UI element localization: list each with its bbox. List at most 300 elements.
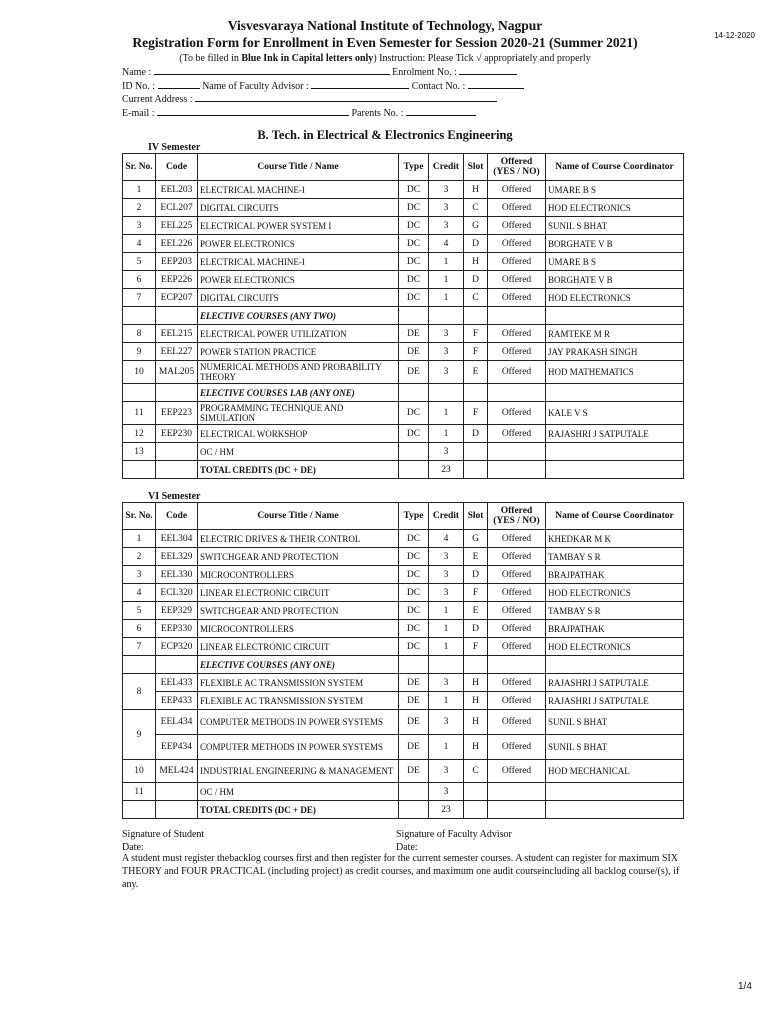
offered-status: Offered: [488, 566, 546, 584]
student-signature: Signature of Student: [122, 829, 205, 840]
course-type: DC: [399, 217, 429, 235]
sr-no: 11: [123, 402, 156, 425]
col-slot: Slot: [464, 503, 488, 530]
course-code: EEL203: [156, 181, 198, 199]
course-credit: 3: [429, 674, 464, 692]
course-code: EEL215: [156, 325, 198, 343]
course-credit: 3: [429, 361, 464, 384]
empty-cell: [156, 656, 198, 674]
empty-cell: [464, 384, 488, 402]
table-row: [123, 584, 684, 602]
course-type: DE: [399, 760, 429, 783]
table-row: [123, 253, 684, 271]
course-type: [399, 443, 429, 461]
empty-cell: [429, 384, 464, 402]
course-coordinator: HOD ELECTRONICS: [546, 584, 684, 602]
col-offered: Offered (YES / NO): [488, 503, 546, 530]
col-code: Code: [156, 503, 198, 530]
course-slot: D: [464, 566, 488, 584]
table-row: [123, 735, 684, 760]
contact-label: Contact No. :: [411, 80, 466, 92]
course-type: DE: [399, 692, 429, 710]
section-row: [123, 307, 684, 325]
id-field[interactable]: [158, 80, 200, 89]
course-title: POWER ELECTRONICS: [198, 271, 399, 289]
offered-status: Offered: [488, 674, 546, 692]
course-slot: H: [464, 710, 488, 735]
course-code: ECP207: [156, 289, 198, 307]
course-slot: H: [464, 692, 488, 710]
advisor-signature: Signature of Faculty Advisor: [396, 829, 512, 840]
sr-no: 4: [123, 235, 156, 253]
course-coordinator: SUNIL S BHAT: [546, 217, 684, 235]
empty-cell: [156, 307, 198, 325]
course-credit: 3: [429, 325, 464, 343]
course-credit: 1: [429, 289, 464, 307]
sr-no: 13: [123, 443, 156, 461]
table-row: [123, 217, 684, 235]
course-title: OC / HM: [198, 783, 399, 801]
table-row: [123, 325, 684, 343]
advisor-field[interactable]: [311, 80, 409, 89]
course-credit: 4: [429, 530, 464, 548]
sr-no: 6: [123, 271, 156, 289]
course-title: ELECTRICAL POWER SYSTEM I: [198, 217, 399, 235]
offered-status: Offered: [488, 692, 546, 710]
sr-no: 11: [123, 783, 156, 801]
course-title: PROGRAMMING TECHNIQUE AND SIMULATION: [198, 402, 399, 425]
section-row: [123, 656, 684, 674]
sr-no: 7: [123, 289, 156, 307]
empty-cell: [156, 801, 198, 819]
course-coordinator: SUNIL S BHAT: [546, 710, 684, 735]
offered-status: [488, 783, 546, 801]
table-row: [123, 289, 684, 307]
course-credit: 3: [429, 199, 464, 217]
course-title: LINEAR ELECTRONIC CIRCUIT: [198, 638, 399, 656]
course-slot: D: [464, 271, 488, 289]
empty-cell: [464, 461, 488, 479]
course-coordinator: [546, 783, 684, 801]
course-credit: 3: [429, 548, 464, 566]
course-slot: C: [464, 760, 488, 783]
offered-status: Offered: [488, 530, 546, 548]
sr-no: 6: [123, 620, 156, 638]
course-coordinator: BORGHATE V B: [546, 271, 684, 289]
course-slot: D: [464, 425, 488, 443]
course-title: COMPUTER METHODS IN POWER SYSTEMS: [198, 710, 399, 735]
advisor-label: Name of Faculty Advisor :: [202, 80, 309, 92]
course-type: DC: [399, 548, 429, 566]
course-type: DC: [399, 584, 429, 602]
course-code: EEL227: [156, 343, 198, 361]
empty-cell: [429, 307, 464, 325]
course-code: MEL424: [156, 760, 198, 783]
course-slot: G: [464, 217, 488, 235]
offered-status: Offered: [488, 584, 546, 602]
empty-cell: [156, 461, 198, 479]
empty-cell: [399, 461, 429, 479]
sr-no: 1: [123, 181, 156, 199]
instruction: (To be filled in Blue Ink in Capital letters only) Instruction: Please Tick √ appropriately and properly: [179, 53, 591, 64]
parents-field[interactable]: [406, 107, 476, 116]
table-row: [123, 199, 684, 217]
course-type: DC: [399, 402, 429, 425]
sr-no: 4: [123, 584, 156, 602]
course-code: MAL205: [156, 361, 198, 384]
empty-cell: [123, 307, 156, 325]
email-label: E-mail :: [122, 107, 155, 119]
empty-cell: [399, 384, 429, 402]
course-slot: F: [464, 343, 488, 361]
course-coordinator: HOD MECHANICAL: [546, 760, 684, 783]
course-code: EEL434: [156, 710, 198, 735]
table-row: [123, 548, 684, 566]
course-title: LINEAR ELECTRONIC CIRCUIT: [198, 584, 399, 602]
offered-status: Offered: [488, 271, 546, 289]
empty-cell: [429, 656, 464, 674]
course-title: POWER STATION PRACTICE: [198, 343, 399, 361]
course-coordinator: UMARE B S: [546, 181, 684, 199]
course-credit: 3: [429, 783, 464, 801]
course-type: DE: [399, 735, 429, 760]
course-credit: 1: [429, 425, 464, 443]
sr-no: 10: [123, 760, 156, 783]
course-title: MICROCONTROLLERS: [198, 620, 399, 638]
col-title: Course Title / Name: [198, 503, 399, 530]
course-type: DC: [399, 181, 429, 199]
course-slot: E: [464, 548, 488, 566]
offered-status: Offered: [488, 425, 546, 443]
empty-cell: [399, 801, 429, 819]
course-credit: 3: [429, 584, 464, 602]
course-title: COMPUTER METHODS IN POWER SYSTEMS: [198, 735, 399, 760]
course-credit: 3: [429, 566, 464, 584]
course-title: ELECTRICAL POWER UTILIZATION: [198, 325, 399, 343]
sr-no: 1: [123, 530, 156, 548]
offered-status: Offered: [488, 735, 546, 760]
section-heading: ELECTIVE COURSES (ANY ONE): [198, 656, 399, 674]
section-heading: ELECTIVE COURSES LAB (ANY ONE): [198, 384, 399, 402]
course-title: INDUSTRIAL ENGINEERING & MANAGEMENT: [198, 760, 399, 783]
course-type: DC: [399, 530, 429, 548]
course-code: EEL433: [156, 674, 198, 692]
course-code: EEL304: [156, 530, 198, 548]
offered-status: Offered: [488, 181, 546, 199]
table-row: [123, 361, 684, 384]
offered-status: Offered: [488, 602, 546, 620]
name-field[interactable]: [154, 66, 390, 75]
empty-cell: [546, 307, 684, 325]
parents-label: Parents No. :: [351, 107, 404, 119]
course-code: EEL225: [156, 217, 198, 235]
student-fields: [122, 66, 524, 120]
course-title: OC / HM: [198, 443, 399, 461]
table-row: [123, 620, 684, 638]
course-type: DC: [399, 235, 429, 253]
course-title: FLEXIBLE AC TRANSMISSION SYSTEM: [198, 674, 399, 692]
course-slot: C: [464, 289, 488, 307]
course-type: DC: [399, 199, 429, 217]
table-row: [123, 402, 684, 425]
course-credit: 1: [429, 253, 464, 271]
col-offered: Offered (YES / NO): [488, 154, 546, 181]
offered-status: Offered: [488, 235, 546, 253]
course-code: EEP223: [156, 402, 198, 425]
course-title: ELECTRICAL MACHINE-I: [198, 253, 399, 271]
offered-status: Offered: [488, 253, 546, 271]
offered-status: Offered: [488, 199, 546, 217]
table-header: [123, 154, 684, 181]
course-code: EEP330: [156, 620, 198, 638]
course-slot: D: [464, 235, 488, 253]
course-type: DE: [399, 343, 429, 361]
offered-status: Offered: [488, 361, 546, 384]
course-type: DE: [399, 361, 429, 384]
empty-cell: [464, 307, 488, 325]
offered-status: Offered: [488, 548, 546, 566]
course-code: EEL329: [156, 548, 198, 566]
table-row: [123, 760, 684, 783]
sr-no: 10: [123, 361, 156, 384]
section-row: [123, 384, 684, 402]
course-slot: F: [464, 638, 488, 656]
course-coordinator: [546, 443, 684, 461]
empty-cell: [399, 307, 429, 325]
course-credit: 3: [429, 181, 464, 199]
offered-status: [488, 443, 546, 461]
course-credit: 1: [429, 620, 464, 638]
course-type: DC: [399, 253, 429, 271]
course-type: DE: [399, 710, 429, 735]
col-title: Course Title / Name: [198, 154, 399, 181]
offered-status: Offered: [488, 402, 546, 425]
col-sr: Sr. No.: [123, 154, 156, 181]
form-title: Registration Form for Enrollment in Even Semester for Session 2020-21 (Summer 2021): [132, 35, 638, 50]
course-code: EEP226: [156, 271, 198, 289]
empty-cell: [488, 384, 546, 402]
course-coordinator: RAJASHRI J SATPUTALE: [546, 692, 684, 710]
col-credit: Credit: [429, 154, 464, 181]
col-sr: Sr. No.: [123, 503, 156, 530]
course-credit: 1: [429, 602, 464, 620]
course-slot: [464, 783, 488, 801]
empty-cell: [123, 656, 156, 674]
empty-cell: [399, 656, 429, 674]
empty-cell: [123, 384, 156, 402]
course-slot: H: [464, 253, 488, 271]
student-date: Date:: [122, 841, 144, 853]
course-code: EEP434: [156, 735, 198, 760]
table-row: [123, 674, 684, 692]
course-coordinator: RAJASHRI J SATPUTALE: [546, 674, 684, 692]
name-label: Name :: [122, 67, 152, 78]
sr-no: 2: [123, 199, 156, 217]
course-title: DIGITAL CIRCUITS: [198, 289, 399, 307]
section-heading: ELECTIVE COURSES (ANY TWO): [198, 307, 399, 325]
offered-status: Offered: [488, 343, 546, 361]
empty-cell: [123, 801, 156, 819]
empty-cell: [123, 461, 156, 479]
offered-status: Offered: [488, 217, 546, 235]
offered-status: Offered: [488, 760, 546, 783]
course-slot: H: [464, 181, 488, 199]
empty-cell: [488, 307, 546, 325]
sr-no: 3: [123, 217, 156, 235]
course-coordinator: BRAJPATHAK: [546, 566, 684, 584]
total-label: TOTAL CREDITS (DC + DE): [198, 801, 399, 819]
table-row: [123, 443, 684, 461]
col-coordinator: Name of Course Coordinator: [546, 503, 684, 530]
col-code: Code: [156, 154, 198, 181]
course-slot: E: [464, 602, 488, 620]
course-type: DE: [399, 325, 429, 343]
empty-cell: [464, 801, 488, 819]
table-row: [123, 638, 684, 656]
signature-block: [122, 829, 682, 854]
course-coordinator: TAMBAY S R: [546, 602, 684, 620]
course-title: NUMERICAL METHODS AND PROBABILITY THEORY: [198, 361, 399, 384]
course-credit: 3: [429, 760, 464, 783]
col-type: Type: [399, 154, 429, 181]
table-row: [123, 602, 684, 620]
empty-cell: [156, 384, 198, 402]
course-code: [156, 443, 198, 461]
course-coordinator: RAMTEKE M R: [546, 325, 684, 343]
table-row: [123, 343, 684, 361]
empty-cell: [488, 461, 546, 479]
page-number: 1/4: [738, 981, 752, 992]
total-label: TOTAL CREDITS (DC + DE): [198, 461, 399, 479]
course-title: ELECTRICAL WORKSHOP: [198, 425, 399, 443]
sr-no: 9: [123, 343, 156, 361]
course-credit: 1: [429, 692, 464, 710]
course-credit: 1: [429, 402, 464, 425]
empty-cell: [546, 384, 684, 402]
address-field[interactable]: [195, 93, 497, 102]
course-type: DC: [399, 566, 429, 584]
sr-no: 8: [123, 674, 156, 710]
sem6-label: VI Semester: [148, 491, 201, 502]
course-type: DC: [399, 271, 429, 289]
sr-no: 5: [123, 253, 156, 271]
sem4-course-table: [122, 153, 684, 479]
table-row: [123, 530, 684, 548]
sem4-label: IV Semester: [148, 142, 201, 153]
course-code: EEP329: [156, 602, 198, 620]
course-coordinator: UMARE B S: [546, 253, 684, 271]
empty-cell: [546, 461, 684, 479]
sr-no: 9: [123, 710, 156, 760]
empty-cell: [546, 656, 684, 674]
course-code: EEL330: [156, 566, 198, 584]
col-type: Type: [399, 503, 429, 530]
course-slot: H: [464, 735, 488, 760]
course-coordinator: TAMBAY S R: [546, 548, 684, 566]
offered-status: Offered: [488, 289, 546, 307]
course-coordinator: BRAJPATHAK: [546, 620, 684, 638]
course-coordinator: RAJASHRI J SATPUTALE: [546, 425, 684, 443]
registration-note: A student must register thebacklog courses first and then register for the current semester courses. A student can register for maximum SIX THEORY and FOUR PRACTICAL (including project) as credit courses, and maximum one audit courseincluding all backlog course/(s), if any.: [122, 853, 680, 890]
total-credit: 23: [429, 461, 464, 479]
course-title: SWITCHGEAR AND PROTECTION: [198, 548, 399, 566]
empty-cell: [464, 656, 488, 674]
sr-no: 5: [123, 602, 156, 620]
course-code: EEP433: [156, 692, 198, 710]
course-slot: F: [464, 325, 488, 343]
table-row: [123, 692, 684, 710]
offered-status: Offered: [488, 620, 546, 638]
enrolment-field[interactable]: [459, 66, 517, 75]
course-code: ECL320: [156, 584, 198, 602]
course-coordinator: SUNIL S BHAT: [546, 735, 684, 760]
course-credit: 1: [429, 638, 464, 656]
col-slot: Slot: [464, 154, 488, 181]
sr-no: 12: [123, 425, 156, 443]
address-label: Current Address :: [122, 94, 193, 105]
course-title: MICROCONTROLLERS: [198, 566, 399, 584]
offered-status: Offered: [488, 638, 546, 656]
course-coordinator: HOD ELECTRONICS: [546, 638, 684, 656]
email-field[interactable]: [157, 107, 349, 116]
id-label: ID No. :: [122, 80, 156, 92]
course-type: DC: [399, 289, 429, 307]
course-slot: D: [464, 620, 488, 638]
course-title: ELECTRICAL MACHINE-I: [198, 181, 399, 199]
enrolment-label: Enrolment No. :: [392, 67, 457, 78]
course-coordinator: HOD ELECTRONICS: [546, 199, 684, 217]
course-credit: 3: [429, 343, 464, 361]
course-coordinator: KHEDKAR M K: [546, 530, 684, 548]
course-code: EEP230: [156, 425, 198, 443]
course-type: DC: [399, 602, 429, 620]
table-row: [123, 783, 684, 801]
table-row: [123, 271, 684, 289]
course-type: DC: [399, 620, 429, 638]
total-credit: 23: [429, 801, 464, 819]
course-code: ECL207: [156, 199, 198, 217]
course-coordinator: HOD MATHEMATICS: [546, 361, 684, 384]
offered-status: Offered: [488, 325, 546, 343]
course-slot: C: [464, 199, 488, 217]
course-type: DE: [399, 674, 429, 692]
course-code: EEP203: [156, 253, 198, 271]
course-title: POWER ELECTRONICS: [198, 235, 399, 253]
course-code: [156, 783, 198, 801]
course-type: DC: [399, 638, 429, 656]
empty-cell: [488, 656, 546, 674]
course-title: FLEXIBLE AC TRANSMISSION SYSTEM: [198, 692, 399, 710]
course-type: DC: [399, 425, 429, 443]
course-code: ECP320: [156, 638, 198, 656]
empty-cell: [546, 801, 684, 819]
course-title: ELECTRIC DRIVES & THEIR CONTROL: [198, 530, 399, 548]
course-slot: G: [464, 530, 488, 548]
col-credit: Credit: [429, 503, 464, 530]
table-row: [123, 181, 684, 199]
table-row: [123, 425, 684, 443]
contact-field[interactable]: [468, 80, 524, 89]
total-row: [123, 461, 684, 479]
course-coordinator: KALE V S: [546, 402, 684, 425]
course-type: [399, 783, 429, 801]
table-row: [123, 566, 684, 584]
course-title: SWITCHGEAR AND PROTECTION: [198, 602, 399, 620]
course-slot: [464, 443, 488, 461]
table-row: [123, 235, 684, 253]
course-credit: 3: [429, 443, 464, 461]
col-coordinator: Name of Course Coordinator: [546, 154, 684, 181]
